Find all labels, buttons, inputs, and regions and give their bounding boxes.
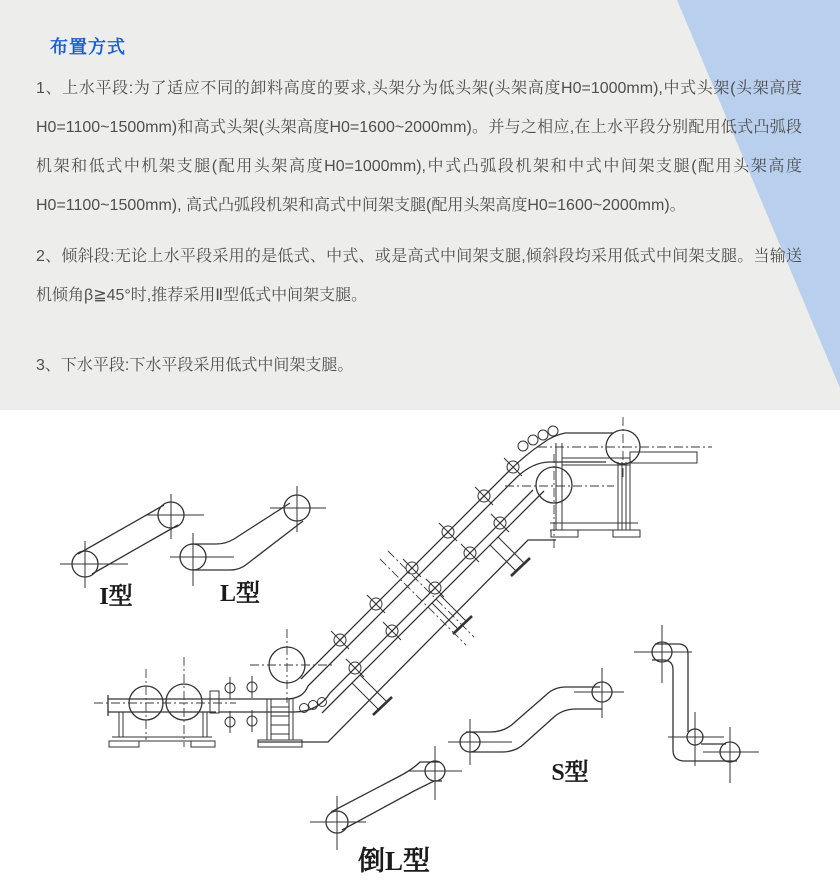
- page-title: 布置方式: [50, 37, 126, 57]
- label-inverted-l-type: 倒L型: [357, 846, 431, 876]
- label-i-type: I型: [99, 584, 133, 610]
- head-frame: [505, 417, 712, 548]
- conveyor-layout-diagram: [0, 410, 840, 883]
- z-type-shape: [634, 625, 759, 783]
- l-type-shape: [170, 486, 326, 586]
- paragraph-upper-horizontal-section: 1、上水平段:为了适应不同的卸料高度的要求,头架分为低头架(头架高度H0=1000mm),中式头架(头架高度H0=1100~1500mm)和高式头架(头架高度H0=1600~2000mm)。并与之相应,在上水平段分别配用低式凸弧段机架和低式中机架支腿(配用头架高度H0=1000mm),中式凸弧段机架和中式中间架支腿(配用头架高度H0=1100~1500mm), 高式凸弧段机架和高式中间架支腿(配用头架高度H0=1600~2000mm)。: [36, 80, 802, 214]
- body-text: [36, 69, 802, 385]
- inverted-l-type-shape: [310, 746, 462, 850]
- paragraph-inclined-section: 2、倾斜段:无论上水平段采用的是低式、中式、或是高式中间架支腿,倾斜段均采用低式中间架支腿。当输送机倾角β≧45°时,推荐采用Ⅱ型低式中间架支腿。: [36, 248, 802, 304]
- label-l-type: L型: [219, 581, 261, 607]
- paragraph-lower-horizontal-section: 3、下水平段:下水平段采用低式中间架支腿。: [36, 357, 354, 374]
- label-s-type: S型: [551, 760, 589, 786]
- diagram-svg: [0, 410, 840, 883]
- support-legs: [352, 537, 530, 715]
- s-type-shape: [448, 668, 624, 765]
- main-conveyor-drawing: [94, 417, 712, 747]
- i-type-shape: [60, 494, 204, 588]
